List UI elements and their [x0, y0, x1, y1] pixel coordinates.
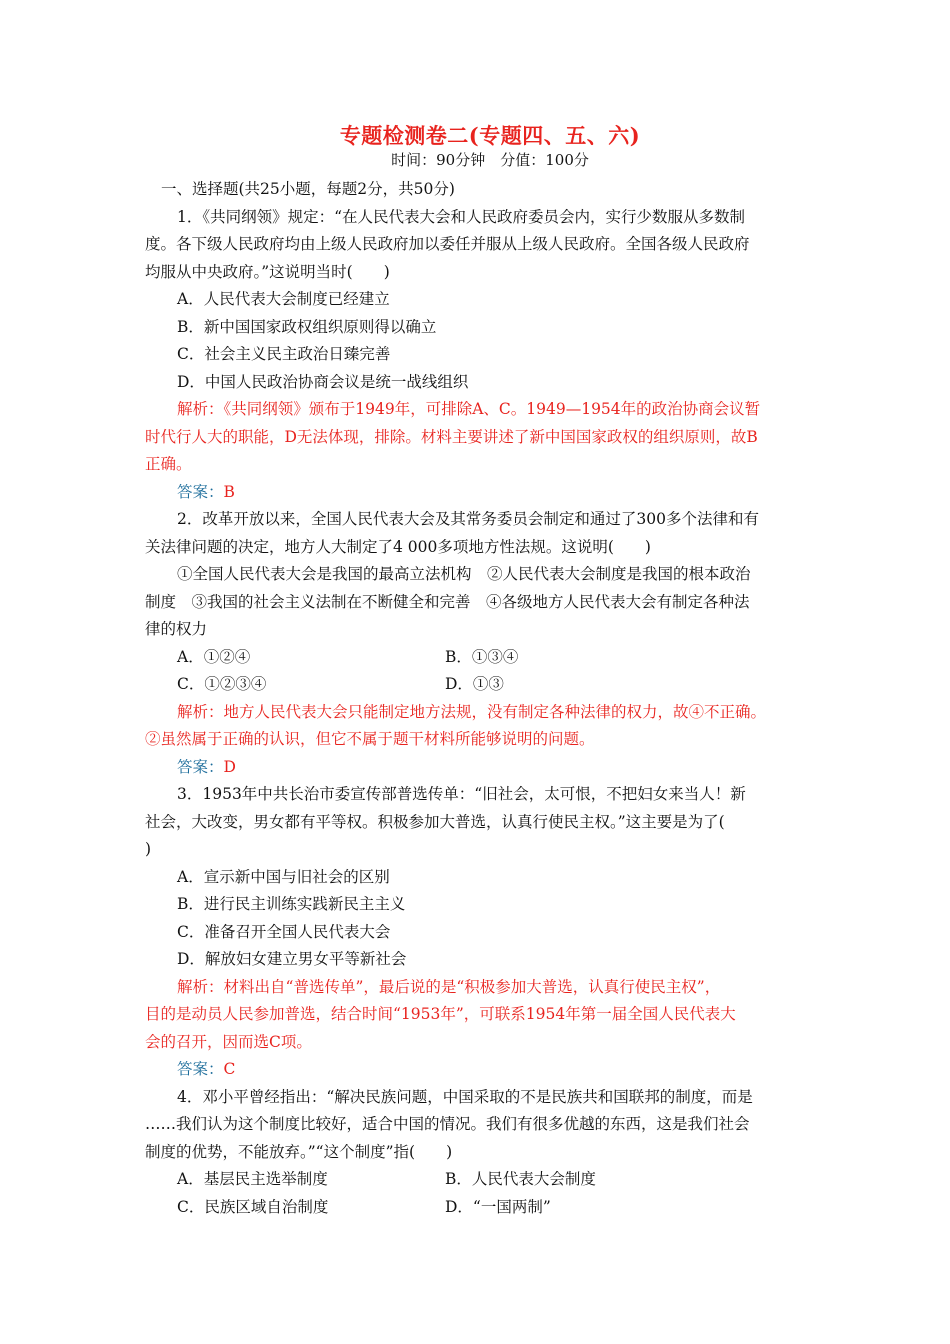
question-3 [145, 781, 813, 1084]
analysis-label: 解析： [177, 977, 224, 996]
options-row [145, 1166, 813, 1194]
page-title: 专题检测卷二(专题四、五、六) [339, 123, 641, 148]
answer-value: B [223, 482, 235, 501]
option-c: C．准备召开全国人民代表大会 [177, 922, 391, 941]
answer-value: D [223, 757, 236, 776]
question-stem: 度。各下级人民政府均由上级人民政府加以委任并服从上级人民政府。全国各级人民政府 [145, 235, 750, 253]
analysis-text: 地方人民代表大会只能制定地方法规，没有制定各种法律的权力，故④不正确。 [223, 702, 767, 721]
option-c: C．民族区域自治制度 [177, 1197, 329, 1216]
analysis-text: ②虽然属于正确的认识，但它不属于题干材料所能够说明的问题。 [145, 730, 595, 748]
time-score-info: 时间：90分钟 分值：100分 [391, 151, 589, 169]
analysis-text: 《共同纲领》颁布于1949年，可排除A、C。1949—1954年的政治协商会议暂 [223, 400, 761, 418]
option-c: C．社会主义民主政治日臻完善 [177, 345, 391, 363]
option-b: B．进行民主训练实践新民主主义 [177, 895, 406, 913]
option-a: A．宣示新中国与旧社会的区别 [177, 867, 390, 886]
option-d: D．①③ [445, 675, 504, 693]
answer-label: 答案： [177, 482, 224, 501]
option-a: A．基层民主选举制度 [177, 1170, 328, 1188]
question-stem: 1．《共同纲领》规定：“在人民代表大会和人民政府委员会内，实行少数服从多数制 [177, 207, 746, 226]
statement-list: 律的权力 [145, 620, 208, 638]
option-b: B．新中国国家政权组织原则得以确立 [177, 317, 437, 336]
question-stem: 2．改革开放以来，全国人民代表大会及其常务委员会制定和通过了300多个法律和有 [177, 510, 759, 528]
question-stem: 关法律问题的决定，地方人大制定了4 000多项地方性法规。这说明( ) [145, 537, 651, 556]
question-1 [145, 204, 813, 507]
answer-label: 答案： [177, 1060, 224, 1078]
option-b: B．①③④ [445, 647, 519, 666]
answer [145, 754, 813, 782]
section-heading: 一、选择题(共25小题，每题2分，共50分) [161, 180, 455, 198]
analysis-text: 材料出自“普选传单”，最后说的是“积极参加大普选，认真行使民主权”， [223, 977, 721, 996]
question-4 [145, 1084, 813, 1222]
analysis-label: 解析： [177, 400, 224, 418]
option-b: B．人民代表大会制度 [445, 1170, 596, 1188]
question-stem: ……我们认为这个制度比较好，适合中国的情况。我们有很多优越的东西，这是我们社会 [145, 1115, 750, 1133]
analysis-text: 会的召开，因而选C项。 [145, 1032, 312, 1051]
option-a: A．人民代表大会制度已经建立 [177, 290, 390, 308]
question-stem: ) [145, 840, 152, 858]
answer [145, 1056, 813, 1084]
question-stem: 社会，大改变，男女都有平等权。积极参加大普选，认真行使民主权。”这主要是为了( [145, 812, 725, 831]
answer-value: C [223, 1060, 236, 1078]
options-row [145, 644, 813, 672]
option-c: C．①②③④ [177, 675, 267, 693]
options-row [145, 1194, 813, 1222]
analysis-label: 解析： [177, 702, 224, 721]
analysis-text: 目的是动员人民参加普选，结合时间“1953年”，可联系1954年第一届全国人民代表大 [145, 1005, 736, 1023]
question-stem: 均服从中央政府。”这说明当时( ) [145, 262, 390, 281]
analysis-text: 时代行人大的职能，D无法体现，排除。材料主要讲述了新中国国家政权的组织原则，故B [145, 427, 758, 446]
exam-page [145, 122, 813, 1221]
options-row [145, 671, 813, 699]
option-d: D．中国人民政治协商会议是统一战线组织 [177, 372, 469, 391]
question-stem: 4．邓小平曾经指出：“解决民族问题，中国采取的不是民族共和国联邦的制度，而是 [177, 1087, 753, 1106]
option-d: D．解放妇女建立男女平等新社会 [177, 950, 407, 968]
analysis-text: 正确。 [145, 455, 192, 473]
option-a: A．①②④ [177, 647, 251, 666]
answer [145, 479, 813, 507]
analysis [145, 974, 813, 1002]
question-stem: 制度的优势，不能放弃。”“这个制度”指( ) [145, 1142, 453, 1161]
analysis [145, 396, 813, 424]
statement-list: ①全国人民代表大会是我国的最高立法机构 ②人民代表大会制度是我国的根本政治 [177, 565, 751, 583]
question-stem: 3．1953年中共长治市委宣传部普选传单：“旧社会，太可恨，不把妇女来当人！新 [177, 785, 746, 803]
analysis [145, 699, 813, 727]
option-d: D．“一国两制” [445, 1197, 551, 1216]
question-2 [145, 506, 813, 781]
statement-list: 制度 ③我国的社会主义法制在不断健全和完善 ④各级地方人民代表大会有制定各种法 [145, 592, 750, 611]
answer-label: 答案： [177, 757, 224, 776]
